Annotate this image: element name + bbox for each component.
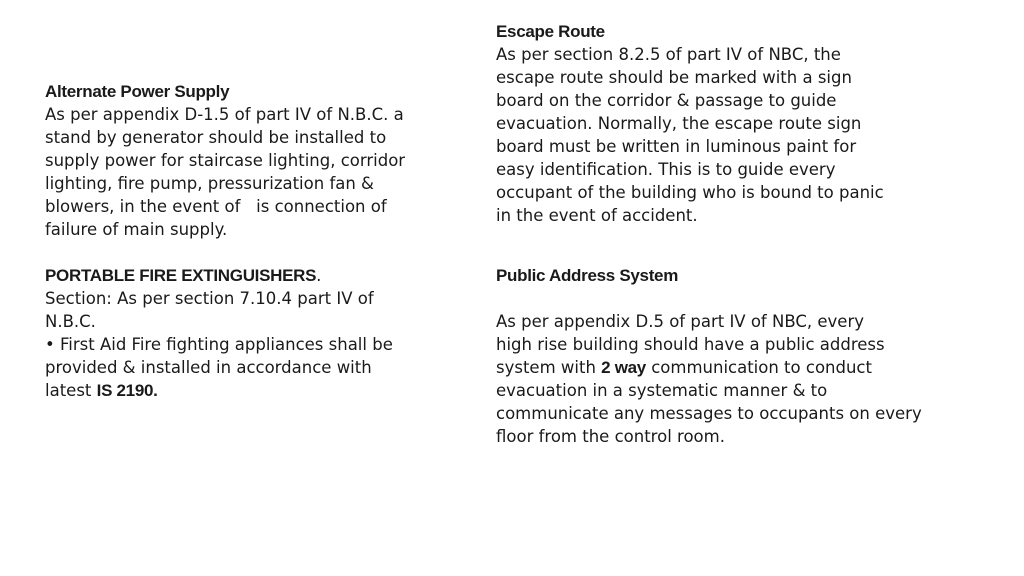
extinguishers-line-1: Section: As per section 7.10.4 part IV of — [45, 289, 374, 308]
extinguishers-line-3: • First Aid Fire fighting appliances shall be — [45, 335, 393, 354]
power-supply-line-5: blowers, in the event of is connection of — [45, 197, 387, 216]
public-address-section — [496, 264, 996, 448]
public-address-line-3-prefix: system with — [496, 358, 602, 377]
public-address-heading: Public Address System — [496, 266, 679, 285]
spacer — [45, 241, 425, 264]
power-supply-heading: Alternate Power Supply — [45, 82, 230, 101]
public-address-line-1: As per appendix D.5 of part IV of NBC, every — [496, 312, 864, 331]
escape-route-line-6: easy identification. This is to guide every — [496, 160, 836, 179]
escape-route-line-5: board must be written in luminous paint for — [496, 137, 857, 156]
extinguishers-heading: PORTABLE FIRE EXTINGUISHERS — [45, 266, 317, 285]
left-column — [45, 80, 425, 402]
power-supply-line-6: failure of main supply. — [45, 220, 228, 239]
escape-route-line-3: board on the corridor & passage to guide — [496, 91, 837, 110]
extinguishers-line-5-prefix: latest — [45, 381, 97, 400]
extinguishers-heading-suffix: . — [316, 266, 322, 285]
extinguishers-line-2: N.B.C. — [45, 312, 96, 331]
power-supply-line-4: lighting, fire pump, pressurization fan & — [45, 174, 374, 193]
power-supply-line-1: As per appendix D-1.5 of part IV of N.B.C. a — [45, 105, 404, 124]
standard-reference: IS 2190. — [96, 381, 158, 400]
escape-route-line-4: evacuation. Normally, the escape route sign — [496, 114, 862, 133]
public-address-line-3 — [496, 356, 996, 379]
public-address-line-5: communicate any messages to occupants on every — [496, 404, 922, 423]
escape-route-section — [496, 20, 976, 227]
escape-route-line-2: escape route should be marked with a sign — [496, 68, 852, 87]
escape-route-heading: Escape Route — [496, 22, 605, 41]
extinguishers-heading-line — [45, 264, 425, 287]
spacer — [496, 287, 996, 310]
extinguishers-line-5 — [45, 379, 425, 402]
public-address-line-2: high rise building should have a public address — [496, 335, 885, 354]
public-address-line-3-suffix: communication to conduct — [645, 358, 872, 377]
public-address-line-6: floor from the control room. — [496, 427, 725, 446]
public-address-line-4: evacuation in a systematic manner & to — [496, 381, 828, 400]
escape-route-line-7: occupant of the building who is bound to panic — [496, 183, 884, 202]
escape-route-line-1: As per section 8.2.5 of part IV of NBC, the — [496, 45, 841, 64]
escape-route-line-8: in the event of accident. — [496, 206, 698, 225]
power-supply-line-3: supply power for staircase lighting, corridor — [45, 151, 406, 170]
extinguishers-line-4: provided & installed in accordance with — [45, 358, 372, 377]
two-way-emphasis: 2 way — [601, 358, 646, 377]
power-supply-line-2: stand by generator should be installed to — [45, 128, 387, 147]
